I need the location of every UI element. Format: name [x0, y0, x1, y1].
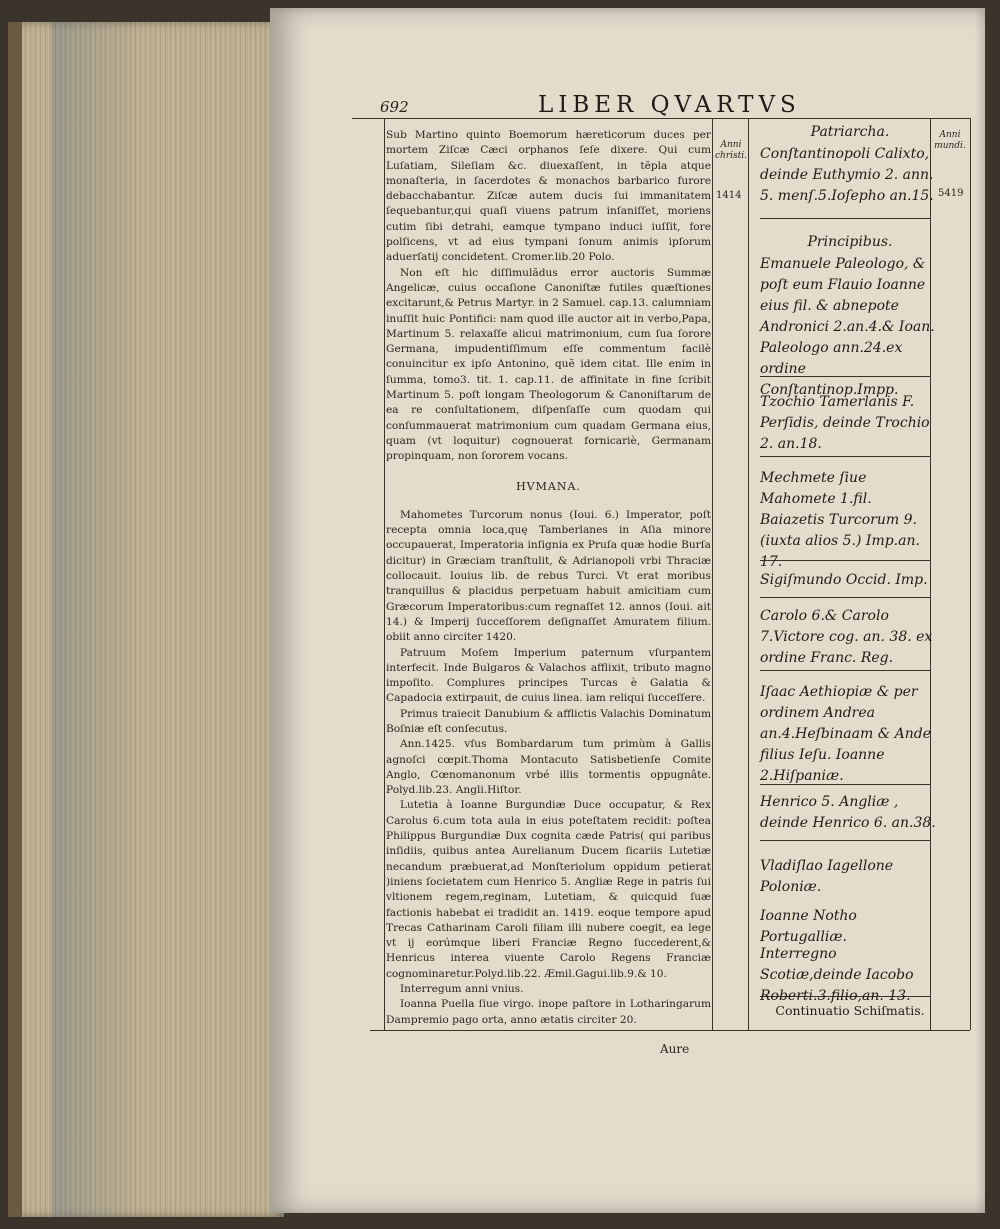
page-edges	[8, 22, 284, 1217]
right-separator	[760, 840, 930, 841]
paragraph: Non eſt hic diſſimulãdus error auctoris Summæ Angelicæ, cuius occaſione Canoniſtæ futiles quæſtiones excitarunt,& Petrus Martyr. in 2 Samuel. cap.13. calumniam inuſſit huic Pontifici: nam quod ille auctor ait in verbo,Papa, Martinum 5. relaxaſſe alicui matrimonium, cum ſua ſorore Germana, impudentiſſimum eſſe commentum facilè conuincitur ex ipſo Antonino, quẽ idem citat. Ille enim in ſumma, tomo3. tit. 1. cap.11. de affinitate in fine ſcribit Martinum 5. poſt longam Theologorum & Canoniſtarum de ea re conſultationem, diſpenſaſſe cum quodam qui conſummauerat matrimonium cum quadam Germana eius, quam (vt loquitur) cognouerat fornicariè, Germanam propinquam, non ſororem vocans.	[386, 266, 711, 463]
column-heading: Patriarcha.	[810, 124, 890, 140]
bottom-rule	[370, 1030, 970, 1031]
section-heading: HVMANA.	[516, 479, 581, 493]
catchword: Aure	[660, 1042, 690, 1056]
column-heading: Principibus.	[807, 234, 893, 250]
ruler-entry: Carolo 6.& Carolo 7.Victore cog. an. 38. ex ordine Franc. Reg.	[760, 608, 933, 666]
ruler-entry: Mechmete ſiue Mahomete 1.fil. Baiazetis Turcorum 9. (iuxta alios 5.) Imp.an. 17.	[760, 470, 920, 570]
ruler-entry: Continuatio Schiſmatis.	[775, 1003, 925, 1018]
ruler-entry: Tzochio Tamerlanis F. Perſidis, deinde Trochio 2. an.18.	[760, 394, 930, 452]
paragraph: Lutetia à Ioanne Burgundiæ Duce occupatur, & Rex Carolus 6.cum tota aula in eius poteſtatem recidit: poſtea Philippus Burgundiæ Dux cognita cæde Patris( qui paribus inſidiis, quibus antea Aurelianum Ducem ſicariis Lutetiæ necandum præbuerat,ad Monſteriolum oppidum petierat )iniens ſocietatem cum Henrico 5. Angliæ Rege in patris ſui vltionem regem,reginam, Lutetiam, & quicquid ſuæ factionis habebat ei tradidit an. 1419. eoque tempore apud Trecas Catharinam Caroli filiam illi nubere coegit, ea lege vt ij eorúmque liberi Franciæ Regno ſuccederent,& Henricus interea viuente Carolo Regens Franciæ cognominaretur.Polyd.lib.22. Æmil.Gagui.lib.9.& 10.	[386, 799, 711, 980]
anni-christi-label: Anni christi.	[715, 140, 747, 161]
paragraph: Interregum anni vnius.	[400, 983, 524, 996]
ruler-entry: Conſtantinopoli Calixto, deinde Euthymio 2. ann. 5. menſ.5.Ioſepho an.15.	[760, 146, 934, 204]
paragraph: Mahometes Turcorum nonus (Ioui. 6.) Imperator, poſt recepta omnia loca,quę Tamberlanes in Aſia minore occupauerat, Imperatoria inſignia ex Pruſa quæ hodie Burſa dicitur) in Græciam tranſtulit, & Adrianopoli vrbi Thraciæ collocauit. Iouius lib. de rebus Turci. Vt erat moribus tranquillus & placidus perpetuam habuit amicitiam cum Græcorum Imperatoribus:cum regnaſſet 12. annos (Ioui. ait 14.) & Imperij ſucceſſorem deſignaſſet Amuratem filium. obiit anno circiter 1420.	[386, 508, 711, 644]
ruler-entry: Emanuele Paleologo, & poſt eum Flauio Ioanne eius fil. & abnepote Andronici 2.an.4.& Ioan. Paleologo ann.24.ex ordine Conſtantinop.Impp.	[760, 256, 935, 398]
christi-col-rule	[748, 118, 749, 1030]
main-text-column	[386, 128, 711, 1028]
paragraph: Sub Martino quinto Boemorum hæreticorum duces per mortem Ziſcæ Cæci orphanos ſeſe dixere. Qui cum Luſatiam, Sileſiam &c. diuexaſſent, in tẽpla atque monaſteria, in ſacerdotes & monachos barbarico furore debacchabantur. Ziſcæ autem ducis ſui immanitatem ſequebantur,qui quaſi viuens patrum inſaniſſet, moriens cutim ſibi detrahi, eamque tympano induci iuſſit, fore polſicens, vt ad eius tympani ſonum animis ipſorum aduerſatij concidetent. Cromer.lib.20 Polo.	[386, 129, 711, 264]
ruler-entry: Ioanne Notho Portugalliæ.	[760, 908, 857, 945]
anni-mundi-year: 5419	[938, 188, 964, 199]
paragraph: Ioanna Puella ſiue virgo. inope paſtore in Lotharingarum Dampremio pago orta, anno ætatis circiter 20.	[386, 998, 711, 1026]
right-separator	[760, 456, 930, 457]
outer-right-rule	[970, 118, 971, 1030]
top-rule	[352, 118, 970, 119]
right-separator	[760, 597, 930, 598]
anni-christi-year: 1414	[716, 190, 742, 201]
anni-mundi-label: Anni mundi.	[934, 130, 966, 151]
ruler-entry: Sigiſmundo Occid. Imp.	[760, 572, 928, 588]
main-col-rule	[712, 118, 713, 1030]
ruler-entry: Interregno Scotiæ,deinde Iacobo Roberti.3.filio,an. 13.	[760, 946, 914, 1004]
right-separator	[760, 670, 930, 671]
right-separator	[760, 218, 930, 219]
paragraph: Patruum Moſem Imperium paternum vſurpantem interfecit. Inde Bulgaros & Valachos afflixit, tributo magno impoſito. Complures principes Turcas è Galatia & Capadocia extirpauit, de cuius linea. iam reliqui ſucceſſere.	[386, 646, 711, 705]
left-rule	[384, 118, 385, 1030]
ruler-entry: Iſaac Aethiopiæ & per ordinem Andrea an.4.Heſbinaam & Ande filius Ieſu. Ioanne 2.Hiſpaniæ.	[760, 684, 932, 784]
ruler-entry: Vladiſlao Iagellone Poloniæ.	[760, 858, 894, 895]
paragraph: Ann.1425. vſus Bombardarum tum primùm à Gallis agnoſci cœpit.Thoma Montacuto Satisbetienſe Comite Anglo, Cœnomanonum vrbé illis tormentis oppugnâte. Polyd.lib.23. Angli.Hiſtor.	[386, 738, 711, 797]
ruler-entry: Henrico 5. Angliæ , deinde Henrico 6. an.38.	[760, 794, 936, 831]
page-number: 692	[380, 98, 409, 116]
running-head: LIBER QVARTVS	[538, 92, 801, 118]
paragraph: Primus traiecit Danubium & afflictis Valachis Dominatum Boſniæ eſt conſecutus.	[386, 707, 711, 735]
